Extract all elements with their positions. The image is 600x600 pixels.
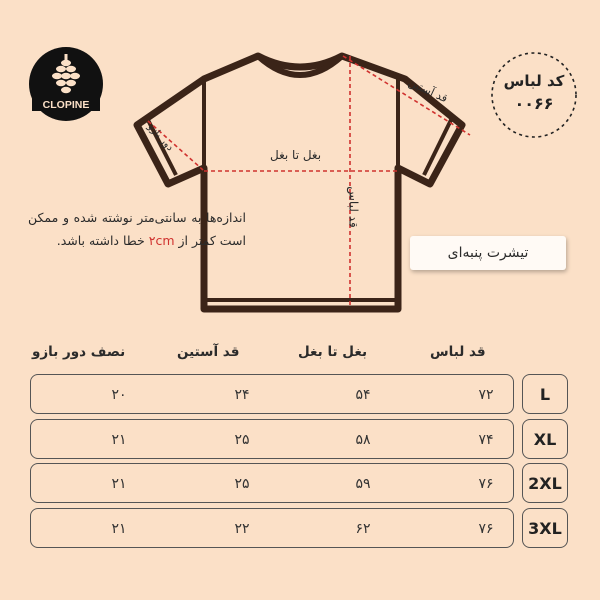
note-text-start: اندازه‌ها به سانتی‌متر نوشته شده و ممکن است کمتر از	[28, 210, 246, 248]
cell-half-arm: ۲۱	[111, 432, 127, 448]
row-values-box	[30, 508, 514, 548]
brand-logo	[28, 46, 104, 122]
header-half-arm: نصف دور بازو	[32, 344, 126, 360]
garment-length-label: قد لباس	[346, 186, 361, 228]
note-text-end: خطا داشته باشد.	[56, 233, 149, 248]
size-label: L	[522, 374, 568, 414]
cell-half-arm: ۲۱	[111, 476, 127, 492]
size-row	[0, 508, 600, 550]
header-garment-length: قد لباس	[430, 344, 486, 360]
product-code-label: کد لباس	[503, 72, 565, 90]
sleeve-length-label: قد آستین	[406, 75, 450, 106]
size-label: 3XL	[522, 508, 568, 548]
cell-sleeve-length: ۲۴	[234, 387, 250, 403]
cell-half-arm: ۲۰	[111, 387, 127, 403]
shirt-outline	[137, 56, 462, 309]
cell-chest: ۵۹	[355, 476, 371, 492]
cell-chest: ۵۴	[355, 387, 371, 403]
cell-sleeve-length: ۲۵	[234, 476, 250, 492]
cell-garment-length: ۷۴	[478, 432, 494, 448]
row-values-box	[30, 374, 514, 414]
cell-half-arm: ۲۱	[111, 521, 127, 537]
row-values-box	[30, 463, 514, 503]
cell-sleeve-length: ۲۲	[234, 521, 250, 537]
size-row	[0, 374, 600, 416]
header-chest: بغل تا بغل	[298, 344, 368, 360]
cell-sleeve-length: ۲۵	[234, 432, 250, 448]
product-code-value: ۰۰۶۶	[514, 94, 554, 113]
size-row	[0, 463, 600, 505]
cell-garment-length: ۷۶	[478, 521, 494, 537]
size-label: XL	[522, 419, 568, 459]
header-sleeve-length: قد آستین	[177, 344, 240, 360]
cell-garment-length: ۷۶	[478, 476, 494, 492]
row-values-box	[30, 419, 514, 459]
size-row	[0, 419, 600, 461]
cell-garment-length: ۷۲	[478, 387, 494, 403]
brand-name: CLOPINE	[42, 99, 90, 111]
sleeve-circumference-label: دور بازو	[145, 121, 176, 154]
cell-chest: ۵۸	[355, 432, 371, 448]
size-label: 2XL	[522, 463, 568, 503]
product-code-stamp	[489, 50, 579, 140]
chest-label: بغل تا بغل	[270, 148, 322, 162]
measurement-note	[28, 206, 246, 252]
sleeve-line	[343, 56, 470, 135]
note-highlight: ۲cm	[148, 233, 175, 248]
product-name-tag: تیشرت پنبه‌ای	[410, 236, 566, 270]
cell-chest: ۶۲	[355, 521, 371, 537]
